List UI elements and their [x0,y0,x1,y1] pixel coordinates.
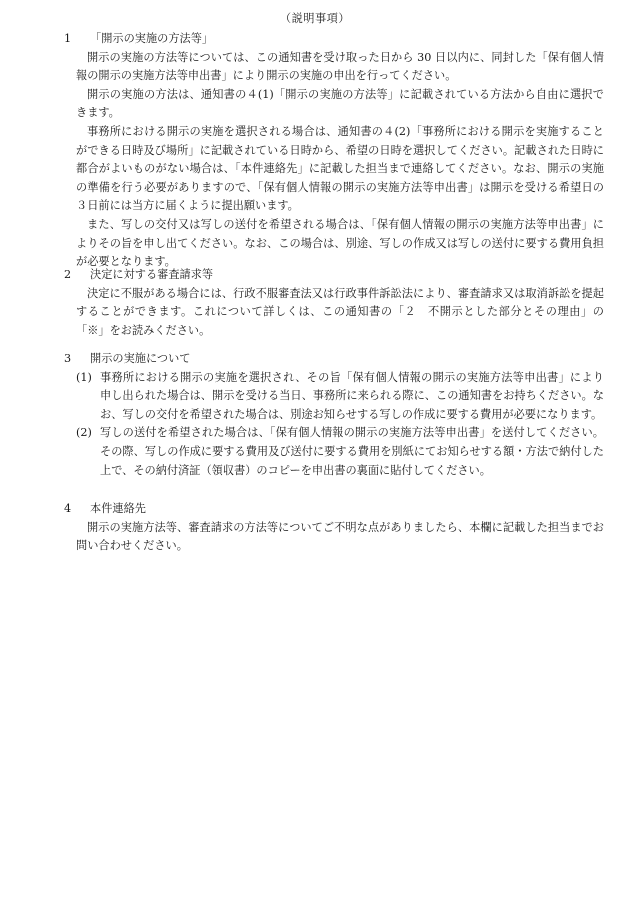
section-1-heading: 「開示の実施の方法等」 [90,32,214,45]
section-3-heading: 開示の実施について [90,352,191,365]
section-2-paragraph-1: 決定に不服がある場合には、行政不服審査法又は行政事件訴訟法により、審査請求又は取消訴訟を提起することができます。これについて詳しくは、この通知書の「２ 不開示とした部分とその理由」の「※」をお読みください。 [76,286,604,337]
section-3-item-2-text: 写しの送付を希望された場合は、「保有個人情報の開示の実施方法等申出書」を送付してください。その際、写しの作成に要する費用及び送付に要する費用を別紙にてお知らせする額・方法で納付した上で、その納付済証（領収書）のコピーを申出書の裏面に貼付してください。 [100,426,604,477]
section-4-header [64,500,604,519]
section-1-paragraph-3: 事務所における開示の実施を選択される場合は、通知書の４(2)「事務所における開示を実施することができる日時及び場所」に記載されている日時から、希望の日時を選択してください。記載された日時に都合がよいものがない場合は、「本件連絡先」に記載した担当まで連絡してください。なお、開示の実施の準備を行う必要がありますので、「保有個人情報の開示の実施方法等申出書」は開示を受ける希望日の３日前には当方に届くように提出願います。 [76,124,604,213]
section-4-paragraph-1: 開示の実施方法等、審査請求の方法等についてご不明な点がありましたら、本欄に記載した担当までお問い合わせください。 [76,520,604,553]
section-1 [64,30,604,272]
section-2 [64,266,604,340]
section-1-paragraph-4: また、写しの交付又は写しの送付を希望される場合は、「保有個人情報の開示の実施方法等申出書」によりその旨を申し出てください。なお、この場合は、別途、写しの作成又は写しの送付に要する費用負担が必要となります。 [76,217,604,269]
section-3-item-2 [64,424,604,480]
section-1-number: 1 [64,32,72,45]
section-3-item-1-label: (1) [76,370,92,384]
section-1-paragraph-2: 開示の実施の方法は、通知書の４(1)「開示の実施の方法等」に記載されている方法から自由に選択できます。 [76,87,604,120]
section-4-heading: 本件連絡先 [90,502,146,515]
section-2-heading: 決定に対する審査請求等 [90,268,214,281]
section-4-number: 4 [64,502,72,515]
section-4 [64,500,604,556]
section-2-number: 2 [64,268,72,281]
section-3-number: 3 [64,352,72,365]
section-2-header [64,266,604,285]
section-3-item-1 [64,369,604,425]
document-title: （説明事項） [279,12,351,25]
section-3-header [64,350,604,369]
section-3 [64,350,604,480]
section-3-item-2-label: (2) [76,426,92,440]
section-1-header [64,30,604,49]
section-1-paragraph-1: 開示の実施の方法等については、この通知書を受け取った日から 30 日以内に、同封した「保有個人情報の開示の実施方法等申出書」により開示の実施の申出を行ってください。 [76,50,604,83]
section-3-item-1-text: 事務所における開示の実施を選択され、その旨「保有個人情報の開示の実施方法等申出書」により申し出られた場合は、開示を受ける当日、事務所に来られる際に、この通知書をお持ちください。なお、写しの交付を希望された場合は、別途お知らせする写しの作成に要する費用が必要になります。 [100,370,604,421]
